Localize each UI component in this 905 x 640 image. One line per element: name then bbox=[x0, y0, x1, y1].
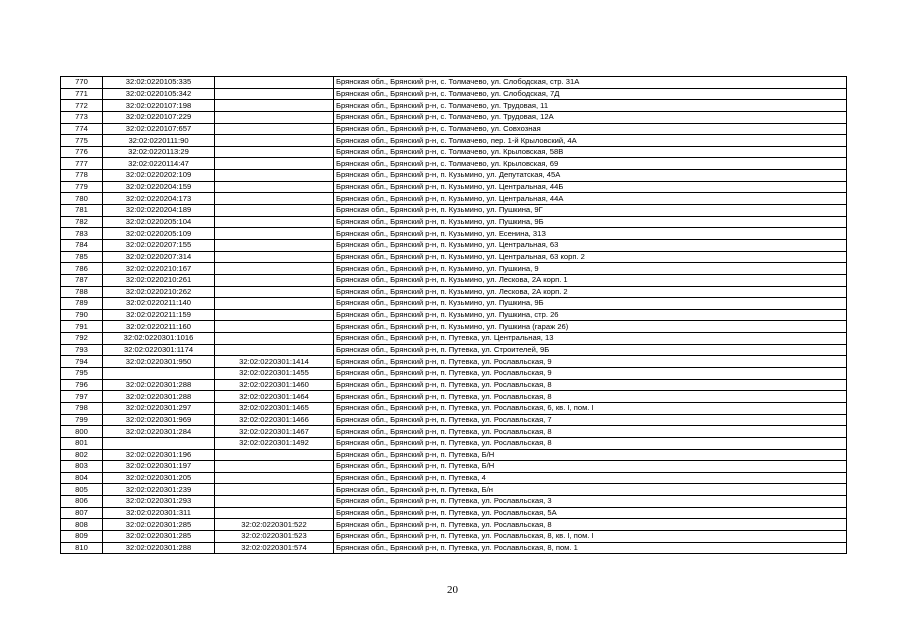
row-number-cell: 796 bbox=[61, 379, 103, 391]
address-cell: Брянская обл., Брянский р-н, п. Кузьмино, ул. Пушкина, стр. 26 bbox=[334, 309, 847, 321]
table-row bbox=[61, 356, 847, 368]
address-cell: Брянская обл., Брянский р-н, п. Путевка, ул. Рославльская, 9 bbox=[334, 356, 847, 368]
row-number-cell: 804 bbox=[61, 472, 103, 484]
address-cell: Брянская обл., Брянский р-н, п. Путевка, ул. Рославльская, 8 bbox=[334, 437, 847, 449]
table-row bbox=[61, 333, 847, 345]
cadastral-number-cell: 32:02:0220301:293 bbox=[103, 496, 215, 508]
row-number-cell: 787 bbox=[61, 274, 103, 286]
row-number-cell: 806 bbox=[61, 496, 103, 508]
address-cell: Брянская обл., Брянский р-н, п. Путевка, ул. Рославльская, 8, кв. I, пом. I bbox=[334, 530, 847, 542]
related-cadastral-number-cell bbox=[215, 88, 334, 100]
table-row bbox=[61, 530, 847, 542]
related-cadastral-number-cell bbox=[215, 251, 334, 263]
cadastral-number-cell: 32:02:0220107:657 bbox=[103, 123, 215, 135]
row-number-cell: 770 bbox=[61, 77, 103, 89]
related-cadastral-number-cell bbox=[215, 239, 334, 251]
row-number-cell: 778 bbox=[61, 170, 103, 182]
cadastral-number-cell: 32:02:0220301:969 bbox=[103, 414, 215, 426]
cadastral-number-cell: 32:02:0220210:261 bbox=[103, 274, 215, 286]
row-number-cell: 780 bbox=[61, 193, 103, 205]
cadastral-number-cell: 32:02:0220301:1016 bbox=[103, 333, 215, 345]
table-row bbox=[61, 309, 847, 321]
table-row bbox=[61, 88, 847, 100]
row-number-cell: 803 bbox=[61, 461, 103, 473]
cadastral-number-cell: 32:02:0220301:288 bbox=[103, 542, 215, 554]
address-cell: Брянская обл., Брянский р-н, п. Путевка, Б/Н bbox=[334, 449, 847, 461]
address-cell: Брянская обл., Брянский р-н, с. Толмачево, ул. Трудовая, 12А bbox=[334, 111, 847, 123]
related-cadastral-number-cell bbox=[215, 111, 334, 123]
table-row bbox=[61, 216, 847, 228]
cadastral-number-cell: 32:02:0220107:229 bbox=[103, 111, 215, 123]
address-cell: Брянская обл., Брянский р-н, п. Путевка, ул. Рославльская, 8 bbox=[334, 391, 847, 403]
cadastral-number-cell bbox=[103, 437, 215, 449]
related-cadastral-number-cell bbox=[215, 216, 334, 228]
address-cell: Брянская обл., Брянский р-н, п. Кузьмино, ул. Центральная, 44А bbox=[334, 193, 847, 205]
related-cadastral-number-cell: 32:02:0220301:522 bbox=[215, 519, 334, 531]
address-cell: Брянская обл., Брянский р-н, п. Путевка, ул. Рославльская, 5А bbox=[334, 507, 847, 519]
cadastral-number-cell: 32:02:0220301:288 bbox=[103, 379, 215, 391]
cadastral-number-cell: 32:02:0220204:159 bbox=[103, 181, 215, 193]
related-cadastral-number-cell bbox=[215, 461, 334, 473]
related-cadastral-number-cell: 32:02:0220301:1414 bbox=[215, 356, 334, 368]
cadastral-number-cell: 32:02:0220105:335 bbox=[103, 77, 215, 89]
address-cell: Брянская обл., Брянский р-н, с. Толмачево, ул. Трудовая, 11 bbox=[334, 100, 847, 112]
table-row bbox=[61, 437, 847, 449]
row-number-cell: 791 bbox=[61, 321, 103, 333]
table-row bbox=[61, 496, 847, 508]
address-cell: Брянская обл., Брянский р-н, п. Кузьмино, ул. Пушкина, 9Б bbox=[334, 298, 847, 310]
address-cell: Брянская обл., Брянский р-н, с. Толмачево, ул. Слободская, 7Д bbox=[334, 88, 847, 100]
address-cell: Брянская обл., Брянский р-н, п. Кузьмино, ул. Пушкина, 9 bbox=[334, 263, 847, 275]
objects-table bbox=[60, 76, 847, 554]
row-number-cell: 782 bbox=[61, 216, 103, 228]
table-row bbox=[61, 100, 847, 112]
address-cell: Брянская обл., Брянский р-н, п. Путевка, ул. Рославльская, 8, пом. 1 bbox=[334, 542, 847, 554]
cadastral-number-cell: 32:02:0220301:284 bbox=[103, 426, 215, 438]
cadastral-number-cell: 32:02:0220211:160 bbox=[103, 321, 215, 333]
table-row bbox=[61, 123, 847, 135]
related-cadastral-number-cell: 32:02:0220301:1467 bbox=[215, 426, 334, 438]
row-number-cell: 777 bbox=[61, 158, 103, 170]
table-row bbox=[61, 321, 847, 333]
address-cell: Брянская обл., Брянский р-н, п. Путевка, Б/н bbox=[334, 484, 847, 496]
cadastral-number-cell: 32:02:0220301:297 bbox=[103, 402, 215, 414]
table-row bbox=[61, 286, 847, 298]
related-cadastral-number-cell bbox=[215, 135, 334, 147]
table-row bbox=[61, 170, 847, 182]
table-row bbox=[61, 274, 847, 286]
table-row bbox=[61, 402, 847, 414]
page-number: 20 bbox=[447, 584, 458, 596]
cadastral-number-cell: 32:02:0220210:262 bbox=[103, 286, 215, 298]
table-row bbox=[61, 228, 847, 240]
cadastral-number-cell: 32:02:0220301:196 bbox=[103, 449, 215, 461]
cadastral-number-cell: 32:02:0220105:342 bbox=[103, 88, 215, 100]
related-cadastral-number-cell bbox=[215, 274, 334, 286]
row-number-cell: 798 bbox=[61, 402, 103, 414]
row-number-cell: 802 bbox=[61, 449, 103, 461]
related-cadastral-number-cell bbox=[215, 321, 334, 333]
address-cell: Брянская обл., Брянский р-н, п. Путевка, ул. Рославльская, 8 bbox=[334, 519, 847, 531]
cadastral-number-cell: 32:02:0220301:239 bbox=[103, 484, 215, 496]
row-number-cell: 781 bbox=[61, 205, 103, 217]
cadastral-number-cell: 32:02:0220211:140 bbox=[103, 298, 215, 310]
related-cadastral-number-cell bbox=[215, 507, 334, 519]
row-number-cell: 772 bbox=[61, 100, 103, 112]
related-cadastral-number-cell bbox=[215, 205, 334, 217]
table-row bbox=[61, 344, 847, 356]
row-number-cell: 789 bbox=[61, 298, 103, 310]
cadastral-number-cell: 32:02:0220107:198 bbox=[103, 100, 215, 112]
cadastral-number-cell: 32:02:0220301:1174 bbox=[103, 344, 215, 356]
row-number-cell: 800 bbox=[61, 426, 103, 438]
table-row bbox=[61, 158, 847, 170]
cadastral-number-cell bbox=[103, 368, 215, 380]
row-number-cell: 805 bbox=[61, 484, 103, 496]
table-row bbox=[61, 507, 847, 519]
address-cell: Брянская обл., Брянский р-н, с. Толмачево, ул. Крыловская, 69 bbox=[334, 158, 847, 170]
cadastral-number-cell: 32:02:0220204:173 bbox=[103, 193, 215, 205]
cadastral-number-cell: 32:02:0220207:314 bbox=[103, 251, 215, 263]
table-row bbox=[61, 193, 847, 205]
cadastral-number-cell: 32:02:0220202:109 bbox=[103, 170, 215, 182]
row-number-cell: 771 bbox=[61, 88, 103, 100]
table-row bbox=[61, 263, 847, 275]
address-cell: Брянская обл., Брянский р-н, п. Путевка, ул. Рославльская, 8 bbox=[334, 426, 847, 438]
related-cadastral-number-cell: 32:02:0220301:1466 bbox=[215, 414, 334, 426]
row-number-cell: 794 bbox=[61, 356, 103, 368]
row-number-cell: 783 bbox=[61, 228, 103, 240]
table-row bbox=[61, 461, 847, 473]
cadastral-number-cell: 32:02:0220301:197 bbox=[103, 461, 215, 473]
row-number-cell: 808 bbox=[61, 519, 103, 531]
table-row bbox=[61, 484, 847, 496]
table-row bbox=[61, 239, 847, 251]
row-number-cell: 795 bbox=[61, 368, 103, 380]
row-number-cell: 799 bbox=[61, 414, 103, 426]
cadastral-number-cell: 32:02:0220301:950 bbox=[103, 356, 215, 368]
address-cell: Брянская обл., Брянский р-н, п. Путевка, ул. Рославльская, 9 bbox=[334, 368, 847, 380]
table-row bbox=[61, 77, 847, 89]
table-row bbox=[61, 379, 847, 391]
address-cell: Брянская обл., Брянский р-н, п. Кузьмино, ул. Центральная, 44Б bbox=[334, 181, 847, 193]
cadastral-number-cell: 32:02:0220204:189 bbox=[103, 205, 215, 217]
row-number-cell: 797 bbox=[61, 391, 103, 403]
address-cell: Брянская обл., Брянский р-н, п. Путевка, ул. Рославльская, 3 bbox=[334, 496, 847, 508]
address-cell: Брянская обл., Брянский р-н, п. Кузьмино, ул. Депутатская, 45А bbox=[334, 170, 847, 182]
row-number-cell: 786 bbox=[61, 263, 103, 275]
table-row bbox=[61, 298, 847, 310]
table-row bbox=[61, 472, 847, 484]
related-cadastral-number-cell: 32:02:0220301:1460 bbox=[215, 379, 334, 391]
related-cadastral-number-cell: 32:02:0220301:1464 bbox=[215, 391, 334, 403]
address-cell: Брянская обл., Брянский р-н, п. Кузьмино, ул. Центральная, 63 bbox=[334, 239, 847, 251]
row-number-cell: 793 bbox=[61, 344, 103, 356]
address-cell: Брянская обл., Брянский р-н, п. Путевка, ул. Центральная, 13 bbox=[334, 333, 847, 345]
row-number-cell: 807 bbox=[61, 507, 103, 519]
table-row bbox=[61, 449, 847, 461]
row-number-cell: 792 bbox=[61, 333, 103, 345]
table-row bbox=[61, 368, 847, 380]
related-cadastral-number-cell bbox=[215, 228, 334, 240]
related-cadastral-number-cell bbox=[215, 484, 334, 496]
table-row bbox=[61, 205, 847, 217]
table-row bbox=[61, 414, 847, 426]
row-number-cell: 790 bbox=[61, 309, 103, 321]
row-number-cell: 773 bbox=[61, 111, 103, 123]
related-cadastral-number-cell bbox=[215, 298, 334, 310]
address-cell: Брянская обл., Брянский р-н, п. Путевка, ул. Рославльская, 6, кв. I, пом. I bbox=[334, 402, 847, 414]
address-cell: Брянская обл., Брянский р-н, с. Толмачево, ул. Совхозная bbox=[334, 123, 847, 135]
related-cadastral-number-cell bbox=[215, 496, 334, 508]
row-number-cell: 784 bbox=[61, 239, 103, 251]
address-cell: Брянская обл., Брянский р-н, с. Толмачево, пер. 1-й Крыловский, 4А bbox=[334, 135, 847, 147]
related-cadastral-number-cell bbox=[215, 158, 334, 170]
address-cell: Брянская обл., Брянский р-н, п. Кузьмино, ул. Лескова, 2А корп. 2 bbox=[334, 286, 847, 298]
address-cell: Брянская обл., Брянский р-н, п. Кузьмино, ул. Пушкина, 9Б bbox=[334, 216, 847, 228]
address-cell: Брянская обл., Брянский р-н, с. Толмачево, ул. Крыловская, 58В bbox=[334, 146, 847, 158]
related-cadastral-number-cell: 32:02:0220301:1455 bbox=[215, 368, 334, 380]
row-number-cell: 809 bbox=[61, 530, 103, 542]
row-number-cell: 788 bbox=[61, 286, 103, 298]
related-cadastral-number-cell bbox=[215, 344, 334, 356]
cadastral-number-cell: 32:02:0220211:159 bbox=[103, 309, 215, 321]
cadastral-number-cell: 32:02:0220114:47 bbox=[103, 158, 215, 170]
cadastral-number-cell: 32:02:0220113:29 bbox=[103, 146, 215, 158]
table-row bbox=[61, 135, 847, 147]
row-number-cell: 775 bbox=[61, 135, 103, 147]
address-cell: Брянская обл., Брянский р-н, п. Кузьмино, ул. Есенина, 31З bbox=[334, 228, 847, 240]
row-number-cell: 779 bbox=[61, 181, 103, 193]
table-row bbox=[61, 146, 847, 158]
cadastral-number-cell: 32:02:0220301:311 bbox=[103, 507, 215, 519]
cadastral-number-cell: 32:02:0220210:167 bbox=[103, 263, 215, 275]
address-cell: Брянская обл., Брянский р-н, п. Кузьмино, ул. Центральная, 63 корп. 2 bbox=[334, 251, 847, 263]
related-cadastral-number-cell: 32:02:0220301:523 bbox=[215, 530, 334, 542]
row-number-cell: 776 bbox=[61, 146, 103, 158]
related-cadastral-number-cell: 32:02:0220301:1465 bbox=[215, 402, 334, 414]
table-body bbox=[61, 77, 847, 554]
row-number-cell: 801 bbox=[61, 437, 103, 449]
related-cadastral-number-cell bbox=[215, 472, 334, 484]
related-cadastral-number-cell bbox=[215, 286, 334, 298]
table-row bbox=[61, 542, 847, 554]
row-number-cell: 810 bbox=[61, 542, 103, 554]
related-cadastral-number-cell bbox=[215, 170, 334, 182]
related-cadastral-number-cell bbox=[215, 123, 334, 135]
cadastral-number-cell: 32:02:0220205:104 bbox=[103, 216, 215, 228]
cadastral-number-cell: 32:02:0220301:205 bbox=[103, 472, 215, 484]
cadastral-number-cell: 32:02:0220207:155 bbox=[103, 239, 215, 251]
table-row bbox=[61, 111, 847, 123]
table-row bbox=[61, 181, 847, 193]
address-cell: Брянская обл., Брянский р-н, п. Путевка, ул. Строителей, 9Б bbox=[334, 344, 847, 356]
row-number-cell: 774 bbox=[61, 123, 103, 135]
related-cadastral-number-cell bbox=[215, 146, 334, 158]
address-cell: Брянская обл., Брянский р-н, п. Путевка, ул. Рославльская, 7 bbox=[334, 414, 847, 426]
related-cadastral-number-cell bbox=[215, 193, 334, 205]
cadastral-number-cell: 32:02:0220301:285 bbox=[103, 530, 215, 542]
address-cell: Брянская обл., Брянский р-н, п. Кузьмино, ул. Лескова, 2А корп. 1 bbox=[334, 274, 847, 286]
address-cell: Брянская обл., Брянский р-н, п. Путевка, 4 bbox=[334, 472, 847, 484]
address-cell: Брянская обл., Брянский р-н, с. Толмачево, ул. Слободская, стр. 31А bbox=[334, 77, 847, 89]
row-number-cell: 785 bbox=[61, 251, 103, 263]
related-cadastral-number-cell bbox=[215, 449, 334, 461]
related-cadastral-number-cell bbox=[215, 77, 334, 89]
table-row bbox=[61, 251, 847, 263]
cadastral-number-cell: 32:02:0220301:285 bbox=[103, 519, 215, 531]
table-row bbox=[61, 426, 847, 438]
table-row bbox=[61, 519, 847, 531]
cadastral-number-cell: 32:02:0220205:109 bbox=[103, 228, 215, 240]
related-cadastral-number-cell bbox=[215, 263, 334, 275]
related-cadastral-number-cell bbox=[215, 100, 334, 112]
address-cell: Брянская обл., Брянский р-н, п. Путевка, ул. Рославльская, 8 bbox=[334, 379, 847, 391]
related-cadastral-number-cell bbox=[215, 181, 334, 193]
related-cadastral-number-cell bbox=[215, 309, 334, 321]
address-cell: Брянская обл., Брянский р-н, п. Кузьмино, ул. Пушкина (гараж 26) bbox=[334, 321, 847, 333]
related-cadastral-number-cell: 32:02:0220301:1492 bbox=[215, 437, 334, 449]
address-cell: Брянская обл., Брянский р-н, п. Кузьмино, ул. Пушкина, 9Г bbox=[334, 205, 847, 217]
cadastral-number-cell: 32:02:0220111:90 bbox=[103, 135, 215, 147]
related-cadastral-number-cell bbox=[215, 333, 334, 345]
table-row bbox=[61, 391, 847, 403]
address-cell: Брянская обл., Брянский р-н, п. Путевка, Б/Н bbox=[334, 461, 847, 473]
cadastral-number-cell: 32:02:0220301:288 bbox=[103, 391, 215, 403]
related-cadastral-number-cell: 32:02:0220301:574 bbox=[215, 542, 334, 554]
